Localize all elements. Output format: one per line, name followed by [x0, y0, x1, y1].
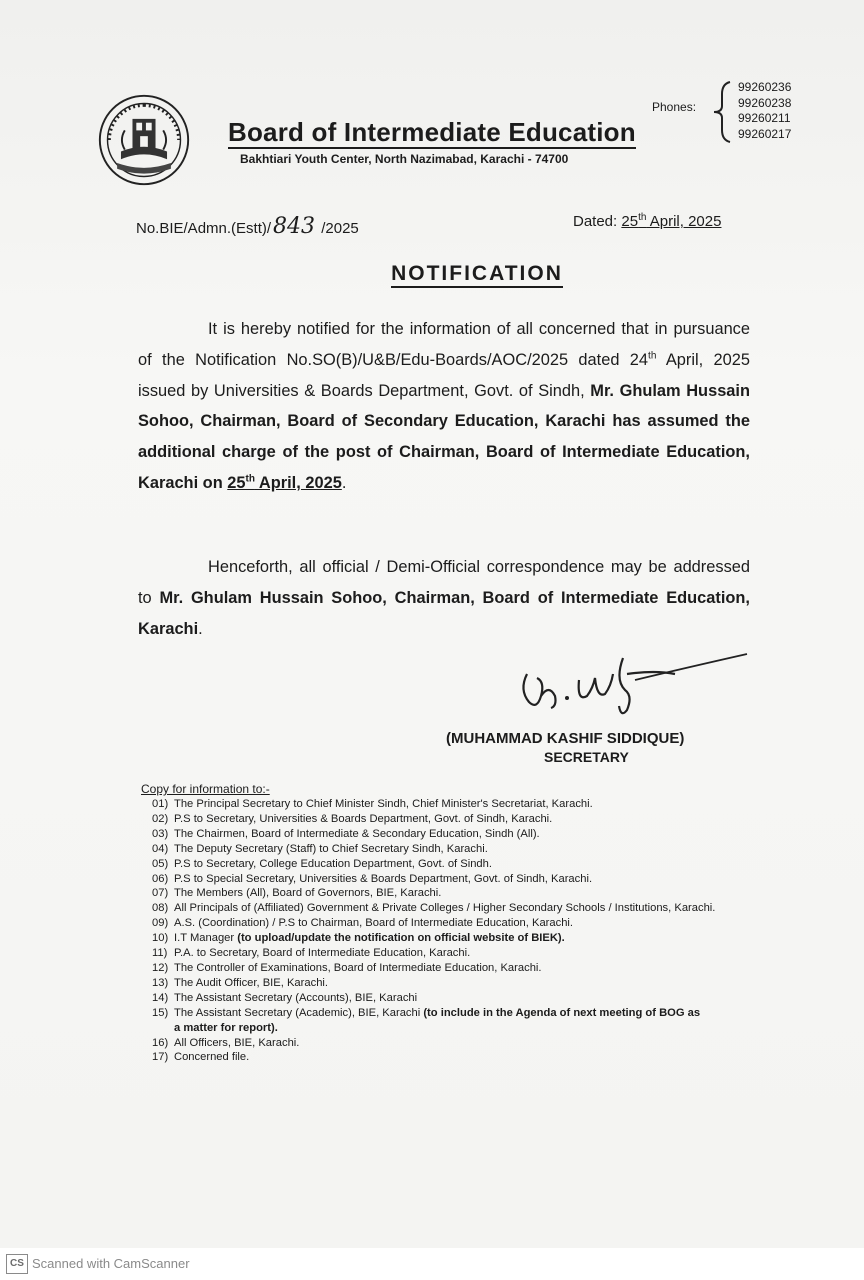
item-text: P.S to Special Secretary, Universities & Boards Department, Govt. of Sindh, Karachi. — [174, 872, 593, 885]
item-number: 01) — [152, 798, 169, 810]
item-text: A.S. (Coordination) / P.S to Chairman, Board of Intermediate Education, Karachi. — [174, 917, 574, 930]
distribution-list — [152, 797, 812, 1065]
item-number: 04) — [152, 842, 169, 855]
item-number: 07) — [152, 887, 169, 900]
list-item — [152, 857, 812, 872]
item-bold-text: (to include in the Agenda of next meeting of BOG as — [423, 1006, 701, 1019]
para1-date-rest: April, 2025 — [254, 473, 342, 492]
para1-text-2: April, 2025 issued by Universities & Boards Department, Govt. of Sindh, — [138, 350, 750, 400]
para1-date-sup: th — [245, 473, 255, 485]
list-item — [152, 827, 812, 842]
list-item-continuation — [152, 1021, 812, 1036]
item-number: 10) — [152, 932, 169, 945]
para2-text: Henceforth, all official / Demi-Official correspondence may be addressed to — [138, 558, 750, 607]
list-item — [152, 991, 812, 1006]
item-number: 16) — [152, 1036, 169, 1049]
reference-prefix: No.BIE/Admn.(Estt)/ — [136, 220, 272, 237]
item-text: The Deputy Secretary (Staff) to Chief Secretary Sindh, Karachi. — [174, 842, 488, 855]
item-text: The Assistant Secretary (Accounts), BIE, Karachi — [174, 991, 418, 1004]
phones-label: Phones: — [652, 100, 697, 114]
para1-end: . — [341, 473, 347, 492]
item-number: 09) — [152, 917, 169, 930]
item-number: 15) — [152, 1006, 169, 1019]
item-text: P.A. to Secretary, Board of Intermediate Education, Karachi. — [174, 947, 471, 960]
item-text: All Officers, BIE, Karachi. — [174, 1036, 300, 1049]
phone-number: 99260238 — [738, 95, 792, 110]
issue-date — [573, 213, 721, 230]
reference-suffix: /2025 — [317, 220, 359, 237]
board-seal-logo — [96, 92, 192, 188]
list-item — [152, 812, 812, 827]
item-text: The Members (All), Board of Governors, BIE, Karachi. — [174, 887, 442, 900]
copy-heading: Copy for information to:- — [141, 782, 270, 796]
item-number: 17) — [152, 1051, 169, 1064]
document-title — [0, 262, 864, 286]
list-item — [152, 872, 812, 887]
phone-number: 99260211 — [738, 111, 791, 125]
item-text: All Principals of (Affiliated) Government & Private Colleges / Higher Secondary Schools / Institutions, Karachi. — [174, 902, 716, 915]
organization-name: Board of Intermediate Education — [228, 117, 636, 147]
handwritten-reference-number: 843 — [273, 214, 316, 239]
signatory-name: (MUHAMMAD KASHIF SIDDIQUE) — [446, 730, 685, 747]
date-day: 25 — [621, 213, 639, 230]
item-number: 03) — [152, 827, 169, 840]
list-item — [152, 1050, 812, 1065]
para1-date-day: 25 — [227, 473, 246, 492]
handwritten-signature — [515, 640, 755, 718]
organization-address: Bakhtiari Youth Center, North Nazimabad, Karachi - 74700 — [240, 152, 569, 166]
brace-icon — [712, 80, 734, 144]
list-item — [152, 946, 812, 961]
dated-label: Dated: — [573, 213, 622, 230]
item-number: 06) — [152, 872, 169, 885]
item-number: 02) — [152, 812, 169, 825]
item-number: 08) — [152, 902, 169, 915]
para1-text: It is hereby notified for the information of all concerned that in pursuance of the Notification No.SO(B)/U&B/Edu-Boards/AOC/2025 dated 24 — [138, 320, 750, 369]
item-text: The Chairmen, Board of Intermediate & Secondary Education, Sindh (All). — [174, 827, 540, 840]
item-bold-text: (to upload/update the notification on official website of BIEK). — [237, 932, 565, 945]
date-value — [621, 213, 721, 230]
date-suffix: th — [638, 212, 647, 223]
item-number: 13) — [152, 976, 169, 989]
notification-paragraph-1 — [138, 314, 750, 499]
reference-number — [136, 214, 359, 239]
item-text: Concerned file. — [174, 1051, 250, 1064]
list-item — [152, 976, 812, 991]
list-item — [152, 797, 812, 812]
item-text: P.S to Secretary, Universities & Boards Department, Govt. of Sindh, Karachi. — [174, 812, 553, 825]
list-item — [152, 1006, 812, 1021]
item-number: 05) — [152, 857, 169, 870]
list-item — [152, 931, 812, 946]
phone-number: 99260217 — [738, 126, 792, 141]
item-text: The Audit Officer, BIE, Karachi. — [174, 976, 329, 989]
list-item — [152, 961, 812, 976]
scanner-watermark-text: Scanned with CamScanner — [32, 1256, 190, 1271]
notification-paragraph-2 — [138, 552, 750, 644]
signatory-title: SECRETARY — [544, 749, 629, 765]
camscanner-logo-icon: CS — [6, 1254, 28, 1274]
phone-number: 99260236 — [738, 80, 792, 94]
item-text: The Principal Secretary to Chief Minister Sindh, Chief Minister's Secretariat, Karachi. — [174, 798, 593, 810]
item-text: I.T Manager — [174, 932, 238, 945]
item-text: P.S to Secretary, College Education Department, Govt. of Sindh. — [174, 857, 492, 870]
para1-bold-text: Mr. Ghulam Hussain Sohoo, Chairman, Board of Secondary Education, Karachi has assumed the additional charge of the post of Chairman, Board of Intermediate Education, Karachi on — [138, 381, 750, 492]
list-item — [152, 842, 812, 857]
list-item — [152, 886, 812, 901]
para1-date — [227, 474, 342, 492]
list-item — [152, 1036, 812, 1051]
item-number: 12) — [152, 961, 169, 974]
para2-bold-text: Mr. Ghulam Hussain Sohoo, Chairman, Board of Intermediate Education, Karachi — [138, 588, 750, 638]
item-bold-text: a matter for report). — [174, 1021, 278, 1034]
list-item — [152, 901, 812, 916]
item-text: The Controller of Examinations, Board of Intermediate Education, Karachi. — [174, 961, 542, 974]
para1-sup: th — [648, 350, 657, 362]
date-month-year: April, 2025 — [646, 213, 722, 230]
title-text: NOTIFICATION — [391, 262, 563, 288]
item-number: 14) — [152, 991, 169, 1004]
list-item — [152, 916, 812, 931]
item-text: The Assistant Secretary (Academic), BIE, Karachi — [174, 1006, 424, 1019]
phone-numbers — [738, 80, 791, 142]
item-number: 11) — [152, 947, 168, 960]
para2-end: . — [198, 619, 203, 638]
